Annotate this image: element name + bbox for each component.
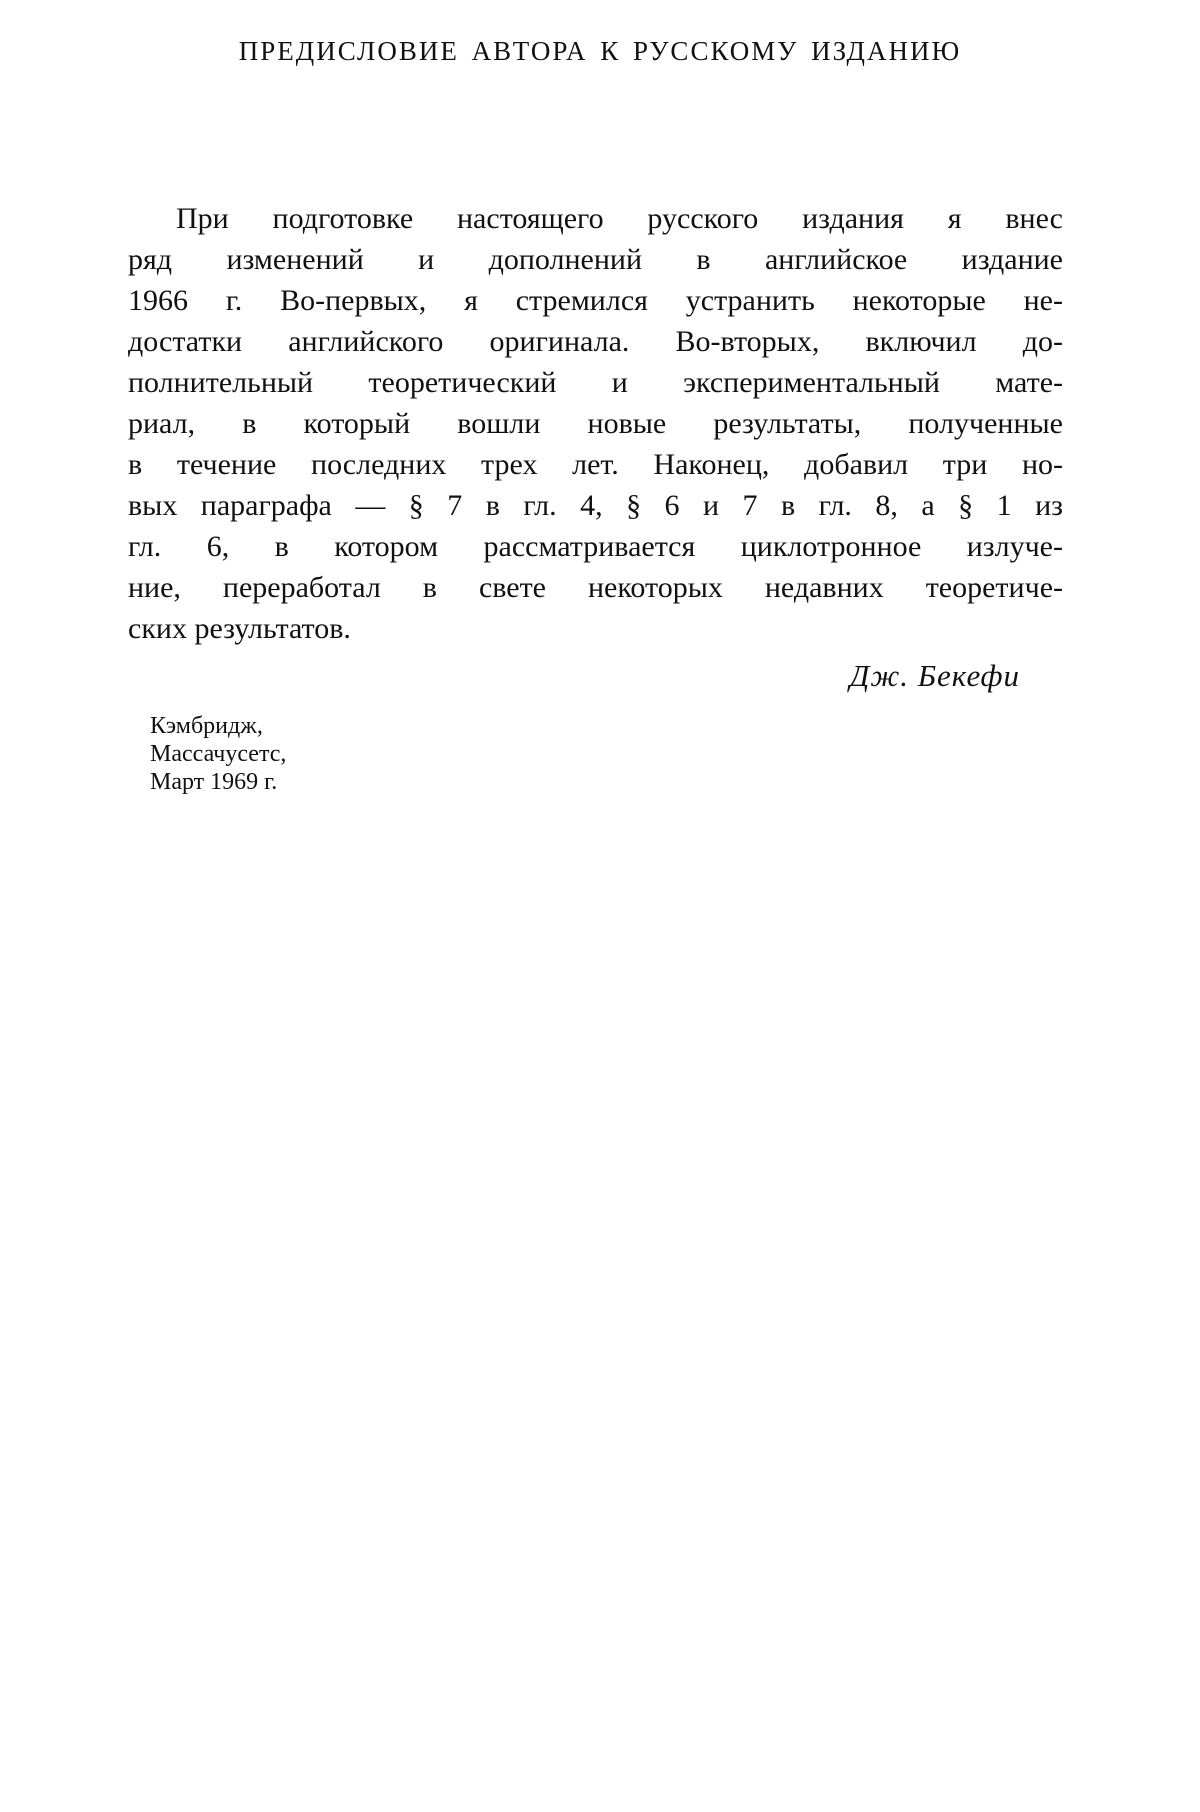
body-line: ряд изменений и дополнений в английское издание [128, 243, 1063, 276]
page-title: ПРЕДИСЛОВИЕ АВТОРА К РУССКОМУ ИЗДАНИЮ [238, 36, 962, 66]
body-line: ние, переработал в свете некоторых недавних теоретиче- [128, 571, 1063, 604]
author-signature: Дж. Бекефи [849, 658, 1020, 693]
place-date: Март 1969 г. [150, 769, 278, 795]
body-line: вых параграфа — § 7 в гл. 4, § 6 и 7 в гл. 8, а § 1 из [128, 489, 1063, 522]
preface-body [128, 198, 1063, 649]
body-line: в течение последних трех лет. Наконец, добавил три но- [128, 448, 1063, 481]
body-line: полнительный теоретический и экспериментальный мате- [128, 366, 1063, 399]
body-line: ских результатов. [128, 612, 351, 645]
body-line: При подготовке настоящего русского издания я внес [176, 202, 1063, 235]
body-line: достатки английского оригинала. Во-вторых, включил до- [128, 325, 1063, 358]
place-state: Массачусетс, [150, 741, 287, 767]
place-city: Кэмбридж, [150, 713, 263, 739]
body-line: риал, в который вошли новые результаты, полученные [128, 407, 1063, 440]
body-line: 1966 г. Во-первых, я стремился устранить некоторые не- [128, 284, 1063, 317]
place-date-block [150, 712, 286, 796]
body-line: гл. 6, в котором рассматривается циклотронное излуче- [128, 530, 1063, 563]
